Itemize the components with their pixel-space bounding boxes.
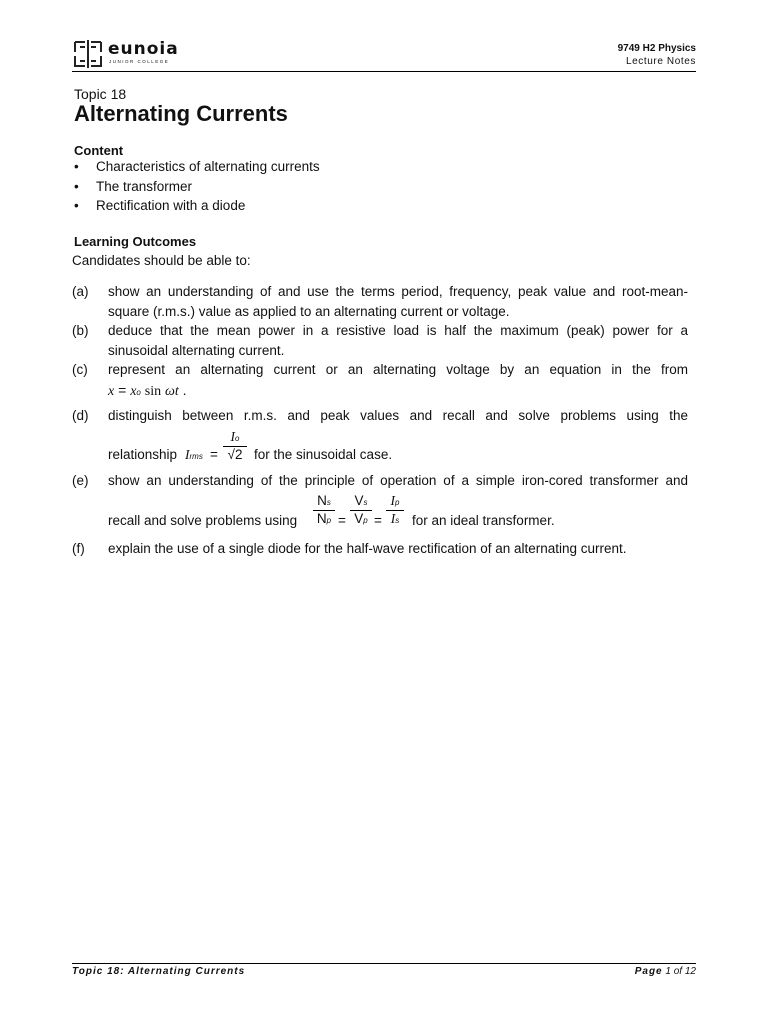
footer-divider: [72, 963, 696, 964]
outcome-a: (a) show an understanding of and use the terms period, frequency, peak value and root-mean- square (r.m.s.) value as applied to an alternating current or voltage.: [72, 284, 688, 319]
outcome-b: (b) deduce that the mean power in a resistive load is half the maximum (peak) power for a sinusoidal alternating current.: [72, 323, 688, 358]
learning-outcomes-intro: Candidates should be able to:: [72, 253, 251, 268]
outcome-d: (d) distinguish between r.m.s. and peak values and recall and solve problems using the relationship Irms = Io √2 for the sinusoidal case.: [72, 406, 688, 466]
document-type: Lecture Notes: [625, 56, 696, 67]
logo-wordmark: eunoia: [108, 39, 179, 59]
learning-outcomes-heading: Learning Outcomes: [74, 234, 197, 249]
list-item: • The transformer: [74, 178, 193, 194]
content-list: [74, 159, 320, 218]
list-item: • Rectification with a diode: [74, 198, 246, 213]
header-divider: [72, 71, 696, 72]
page-number: Page 1 of 12: [634, 966, 696, 977]
college-logo: [72, 38, 179, 70]
list-item: • Characteristics of alternating currents: [74, 159, 320, 174]
footer-topic: Topic 18: Alternating Currents: [72, 966, 246, 977]
course-code: 9749 H2 Physics: [617, 43, 696, 54]
rms-fraction: Io √2: [223, 429, 247, 462]
outcome-c: (c) represent an alternating current or an alternating voltage by an equation in the from x = xo sin ωt .: [72, 360, 688, 404]
outcome-f: (f) explain the use of a single diode for the half-wave rectification of an alternating current.: [72, 541, 627, 556]
logo-subtitle: JUNIOR COLLEGE: [109, 59, 170, 64]
topic-label: Topic 18: [74, 86, 127, 102]
transformer-equation: recall and solve problems using Ns Np = Vs Vp = Ip Is for an ideal transformer.: [108, 492, 555, 528]
wave-equation: x = xo sin ωt .: [108, 381, 187, 399]
content-heading: Content: [74, 143, 124, 158]
page-title: Alternating Currents: [74, 101, 288, 126]
rms-relationship: relationship Irms = Io √2 for the sinusoidal case.: [108, 428, 393, 462]
outcome-e: (e) show an understanding of the principle of operation of a simple iron-cored transformer and recall and solve problems using Ns Np = Vs Vp = Ip Is for an ideal transformer.: [72, 471, 688, 535]
